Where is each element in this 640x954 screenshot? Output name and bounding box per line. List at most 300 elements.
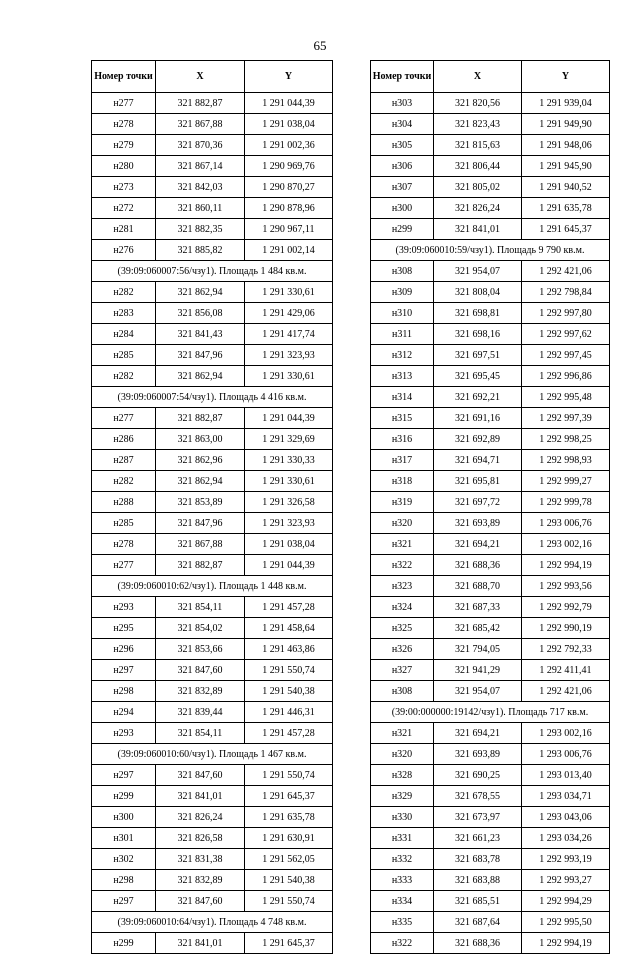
y-coordinate-cell: 1 291 330,61 — [245, 282, 333, 303]
point-number-cell: н326 — [371, 639, 434, 660]
y-coordinate-cell: 1 293 006,76 — [522, 513, 610, 534]
table-row — [92, 303, 333, 324]
point-number-cell: н304 — [371, 114, 434, 135]
y-coordinate-cell: 1 291 002,36 — [245, 135, 333, 156]
table-row — [371, 828, 610, 849]
table-row — [92, 366, 333, 387]
point-number-cell: н318 — [371, 471, 434, 492]
y-coordinate-cell: 1 291 044,39 — [245, 93, 333, 114]
parcel-caption-row — [92, 387, 333, 408]
x-coordinate-cell: 321 854,11 — [156, 723, 245, 744]
x-coordinate-cell: 321 815,63 — [434, 135, 522, 156]
y-coordinate-cell: 1 292 995,48 — [522, 387, 610, 408]
table-row — [92, 555, 333, 576]
x-coordinate-cell: 321 882,87 — [156, 408, 245, 429]
x-coordinate-cell: 321 694,21 — [434, 723, 522, 744]
point-number-cell: н328 — [371, 765, 434, 786]
point-number-cell: н301 — [92, 828, 156, 849]
table-row — [371, 114, 610, 135]
point-number-cell: н305 — [371, 135, 434, 156]
y-coordinate-cell: 1 292 411,41 — [522, 660, 610, 681]
header-y: Y — [522, 61, 610, 93]
y-coordinate-cell: 1 291 635,78 — [245, 807, 333, 828]
x-coordinate-cell: 321 882,87 — [156, 93, 245, 114]
x-coordinate-cell: 321 854,02 — [156, 618, 245, 639]
y-coordinate-cell: 1 292 994,19 — [522, 933, 610, 954]
point-number-cell: н307 — [371, 177, 434, 198]
point-number-cell: н285 — [92, 345, 156, 366]
x-coordinate-cell: 321 831,38 — [156, 849, 245, 870]
point-number-cell: н295 — [92, 618, 156, 639]
x-coordinate-cell: 321 842,03 — [156, 177, 245, 198]
x-coordinate-cell: 321 867,88 — [156, 534, 245, 555]
y-coordinate-cell: 1 292 997,39 — [522, 408, 610, 429]
y-coordinate-cell: 1 292 997,80 — [522, 303, 610, 324]
point-number-cell: н327 — [371, 660, 434, 681]
x-coordinate-cell: 321 808,04 — [434, 282, 522, 303]
table-row — [371, 618, 610, 639]
x-coordinate-cell: 321 853,66 — [156, 639, 245, 660]
point-number-cell: н334 — [371, 891, 434, 912]
table-row — [371, 891, 610, 912]
table-row — [371, 849, 610, 870]
point-number-cell: н312 — [371, 345, 434, 366]
table-row — [371, 471, 610, 492]
table-row — [92, 933, 333, 954]
x-coordinate-cell: 321 867,14 — [156, 156, 245, 177]
point-number-cell: н308 — [371, 681, 434, 702]
y-coordinate-cell: 1 291 550,74 — [245, 660, 333, 681]
table-row — [92, 660, 333, 681]
parcel-caption-row — [371, 702, 610, 723]
parcel-caption: (39:00:000000:19142/чзу1). Площадь 717 кв.м. — [371, 702, 610, 723]
coordinates-table-right — [370, 60, 610, 954]
table-row — [371, 345, 610, 366]
y-coordinate-cell: 1 293 043,06 — [522, 807, 610, 828]
y-coordinate-cell: 1 292 421,06 — [522, 261, 610, 282]
parcel-caption-row — [92, 576, 333, 597]
x-coordinate-cell: 321 806,44 — [434, 156, 522, 177]
x-coordinate-cell: 321 691,16 — [434, 408, 522, 429]
table-row — [371, 597, 610, 618]
y-coordinate-cell: 1 290 878,96 — [245, 198, 333, 219]
table-row — [371, 429, 610, 450]
table-row — [92, 324, 333, 345]
point-number-cell: н272 — [92, 198, 156, 219]
table-row — [92, 408, 333, 429]
y-coordinate-cell: 1 291 038,04 — [245, 114, 333, 135]
point-number-cell: н297 — [92, 891, 156, 912]
table-row — [92, 219, 333, 240]
y-coordinate-cell: 1 291 645,37 — [522, 219, 610, 240]
table-row — [92, 513, 333, 534]
table-row — [92, 198, 333, 219]
table-row — [92, 450, 333, 471]
y-coordinate-cell: 1 293 034,71 — [522, 786, 610, 807]
table-row — [92, 471, 333, 492]
x-coordinate-cell: 321 688,36 — [434, 555, 522, 576]
table-row — [92, 807, 333, 828]
x-coordinate-cell: 321 694,71 — [434, 450, 522, 471]
x-coordinate-cell: 321 688,70 — [434, 576, 522, 597]
table-row — [371, 513, 610, 534]
x-coordinate-cell: 321 694,21 — [434, 534, 522, 555]
y-coordinate-cell: 1 292 792,33 — [522, 639, 610, 660]
point-number-cell: н325 — [371, 618, 434, 639]
x-coordinate-cell: 321 685,51 — [434, 891, 522, 912]
point-number-cell: н308 — [371, 261, 434, 282]
y-coordinate-cell: 1 291 630,91 — [245, 828, 333, 849]
point-number-cell: н277 — [92, 555, 156, 576]
parcel-caption: (39:09:060010:64/чзу1). Площадь 4 748 кв.м. — [92, 912, 333, 933]
x-coordinate-cell: 321 854,11 — [156, 597, 245, 618]
table-row — [371, 324, 610, 345]
point-number-cell: н288 — [92, 492, 156, 513]
y-coordinate-cell: 1 293 002,16 — [522, 723, 610, 744]
point-number-cell: н324 — [371, 597, 434, 618]
table-row — [371, 135, 610, 156]
table-row — [92, 597, 333, 618]
point-number-cell: н287 — [92, 450, 156, 471]
y-coordinate-cell: 1 291 429,06 — [245, 303, 333, 324]
x-coordinate-cell: 321 847,60 — [156, 660, 245, 681]
table-row — [371, 744, 610, 765]
y-coordinate-cell: 1 292 994,19 — [522, 555, 610, 576]
parcel-caption: (39:09:060010:59/чзу1). Площадь 9 790 кв.м. — [371, 240, 610, 261]
point-number-cell: н314 — [371, 387, 434, 408]
table-row — [92, 723, 333, 744]
table-row — [371, 93, 610, 114]
point-number-cell: н273 — [92, 177, 156, 198]
table-row — [371, 387, 610, 408]
y-coordinate-cell: 1 291 635,78 — [522, 198, 610, 219]
table-row — [92, 870, 333, 891]
x-coordinate-cell: 321 841,01 — [434, 219, 522, 240]
table-row — [92, 93, 333, 114]
x-coordinate-cell: 321 690,25 — [434, 765, 522, 786]
point-number-cell: н316 — [371, 429, 434, 450]
y-coordinate-cell: 1 290 969,76 — [245, 156, 333, 177]
y-coordinate-cell: 1 291 645,37 — [245, 933, 333, 954]
table-row — [371, 681, 610, 702]
y-coordinate-cell: 1 291 550,74 — [245, 765, 333, 786]
point-number-cell: н282 — [92, 282, 156, 303]
point-number-cell: н330 — [371, 807, 434, 828]
y-coordinate-cell: 1 291 948,06 — [522, 135, 610, 156]
table-row — [371, 576, 610, 597]
point-number-cell: н302 — [92, 849, 156, 870]
y-coordinate-cell: 1 291 939,04 — [522, 93, 610, 114]
point-number-cell: н283 — [92, 303, 156, 324]
table-row — [92, 828, 333, 849]
table-row — [371, 786, 610, 807]
y-coordinate-cell: 1 291 326,58 — [245, 492, 333, 513]
table-row — [92, 891, 333, 912]
point-number-cell: н279 — [92, 135, 156, 156]
point-number-cell: н323 — [371, 576, 434, 597]
table-row — [371, 807, 610, 828]
point-number-cell: н277 — [92, 93, 156, 114]
x-coordinate-cell: 321 697,51 — [434, 345, 522, 366]
x-coordinate-cell: 321 695,45 — [434, 366, 522, 387]
y-coordinate-cell: 1 291 457,28 — [245, 597, 333, 618]
point-number-cell: н293 — [92, 597, 156, 618]
point-number-cell: н277 — [92, 408, 156, 429]
y-coordinate-cell: 1 291 540,38 — [245, 681, 333, 702]
x-coordinate-cell: 321 954,07 — [434, 261, 522, 282]
table-row — [371, 555, 610, 576]
x-coordinate-cell: 321 692,21 — [434, 387, 522, 408]
point-number-cell: н300 — [371, 198, 434, 219]
y-coordinate-cell: 1 292 998,25 — [522, 429, 610, 450]
y-coordinate-cell: 1 291 457,28 — [245, 723, 333, 744]
table-row — [92, 702, 333, 723]
point-number-cell: н276 — [92, 240, 156, 261]
x-coordinate-cell: 321 841,01 — [156, 786, 245, 807]
x-coordinate-cell: 321 841,43 — [156, 324, 245, 345]
x-coordinate-cell: 321 885,82 — [156, 240, 245, 261]
y-coordinate-cell: 1 291 329,69 — [245, 429, 333, 450]
point-number-cell: н317 — [371, 450, 434, 471]
point-number-cell: н329 — [371, 786, 434, 807]
x-coordinate-cell: 321 698,81 — [434, 303, 522, 324]
x-coordinate-cell: 321 683,88 — [434, 870, 522, 891]
point-number-cell: н296 — [92, 639, 156, 660]
y-coordinate-cell: 1 291 330,61 — [245, 471, 333, 492]
y-coordinate-cell: 1 291 458,64 — [245, 618, 333, 639]
table-row — [92, 765, 333, 786]
table-row — [371, 282, 610, 303]
y-coordinate-cell: 1 291 038,04 — [245, 534, 333, 555]
parcel-caption: (39:09:060007:56/чзу1). Площадь 1 484 кв.м. — [92, 261, 333, 282]
y-coordinate-cell: 1 291 463,86 — [245, 639, 333, 660]
parcel-caption-row — [371, 240, 610, 261]
point-number-cell: н299 — [92, 786, 156, 807]
table-row — [371, 219, 610, 240]
point-number-cell: н294 — [92, 702, 156, 723]
x-coordinate-cell: 321 687,33 — [434, 597, 522, 618]
y-coordinate-cell: 1 291 562,05 — [245, 849, 333, 870]
point-number-cell: н331 — [371, 828, 434, 849]
y-coordinate-cell: 1 292 993,19 — [522, 849, 610, 870]
x-coordinate-cell: 321 826,24 — [434, 198, 522, 219]
table-row — [92, 240, 333, 261]
point-number-cell: н315 — [371, 408, 434, 429]
y-coordinate-cell: 1 293 002,16 — [522, 534, 610, 555]
x-coordinate-cell: 321 693,89 — [434, 513, 522, 534]
y-coordinate-cell: 1 291 044,39 — [245, 408, 333, 429]
x-coordinate-cell: 321 685,42 — [434, 618, 522, 639]
table-row — [371, 765, 610, 786]
x-coordinate-cell: 321 687,64 — [434, 912, 522, 933]
x-coordinate-cell: 321 661,23 — [434, 828, 522, 849]
x-coordinate-cell: 321 826,24 — [156, 807, 245, 828]
table-row — [371, 912, 610, 933]
table-row — [371, 156, 610, 177]
y-coordinate-cell: 1 291 323,93 — [245, 513, 333, 534]
x-coordinate-cell: 321 882,35 — [156, 219, 245, 240]
y-coordinate-cell: 1 291 550,74 — [245, 891, 333, 912]
point-number-cell: н335 — [371, 912, 434, 933]
x-coordinate-cell: 321 870,36 — [156, 135, 245, 156]
point-number-cell: н321 — [371, 723, 434, 744]
x-coordinate-cell: 321 841,01 — [156, 933, 245, 954]
table-row — [371, 366, 610, 387]
point-number-cell: н281 — [92, 219, 156, 240]
table-row — [371, 660, 610, 681]
x-coordinate-cell: 321 693,89 — [434, 744, 522, 765]
x-coordinate-cell: 321 678,55 — [434, 786, 522, 807]
point-number-cell: н333 — [371, 870, 434, 891]
x-coordinate-cell: 321 805,02 — [434, 177, 522, 198]
point-number-cell: н322 — [371, 555, 434, 576]
table-row — [371, 723, 610, 744]
x-coordinate-cell: 321 794,05 — [434, 639, 522, 660]
y-coordinate-cell: 1 290 967,11 — [245, 219, 333, 240]
x-coordinate-cell: 321 695,81 — [434, 471, 522, 492]
y-coordinate-cell: 1 290 870,27 — [245, 177, 333, 198]
parcel-caption-row — [92, 912, 333, 933]
point-number-cell: н284 — [92, 324, 156, 345]
parcel-caption: (39:09:060007:54/чзу1). Площадь 4 416 кв.м. — [92, 387, 333, 408]
y-coordinate-cell: 1 292 994,29 — [522, 891, 610, 912]
x-coordinate-cell: 321 941,29 — [434, 660, 522, 681]
y-coordinate-cell: 1 291 645,37 — [245, 786, 333, 807]
point-number-cell: н321 — [371, 534, 434, 555]
y-coordinate-cell: 1 292 996,86 — [522, 366, 610, 387]
point-number-cell: н278 — [92, 114, 156, 135]
point-number-cell: н278 — [92, 534, 156, 555]
y-coordinate-cell: 1 291 540,38 — [245, 870, 333, 891]
point-number-cell: н303 — [371, 93, 434, 114]
point-number-cell: н282 — [92, 366, 156, 387]
table-row — [92, 156, 333, 177]
y-coordinate-cell: 1 291 330,33 — [245, 450, 333, 471]
x-coordinate-cell: 321 698,16 — [434, 324, 522, 345]
x-coordinate-cell: 321 954,07 — [434, 681, 522, 702]
x-coordinate-cell: 321 826,58 — [156, 828, 245, 849]
point-number-cell: н298 — [92, 681, 156, 702]
table-row — [92, 114, 333, 135]
x-coordinate-cell: 321 862,94 — [156, 471, 245, 492]
point-number-cell: н298 — [92, 870, 156, 891]
x-coordinate-cell: 321 847,96 — [156, 513, 245, 534]
page-number: 65 — [313, 38, 327, 53]
table-row — [92, 345, 333, 366]
x-coordinate-cell: 321 847,96 — [156, 345, 245, 366]
table-row — [92, 639, 333, 660]
table-row — [371, 534, 610, 555]
table-row — [92, 492, 333, 513]
point-number-cell: н332 — [371, 849, 434, 870]
x-coordinate-cell: 321 832,89 — [156, 870, 245, 891]
y-coordinate-cell: 1 291 002,14 — [245, 240, 333, 261]
table-row — [371, 450, 610, 471]
y-coordinate-cell: 1 292 990,19 — [522, 618, 610, 639]
point-number-cell: н310 — [371, 303, 434, 324]
x-coordinate-cell: 321 882,87 — [156, 555, 245, 576]
table-row — [371, 639, 610, 660]
table-row — [371, 870, 610, 891]
x-coordinate-cell: 321 863,00 — [156, 429, 245, 450]
point-number-cell: н293 — [92, 723, 156, 744]
y-coordinate-cell: 1 292 993,56 — [522, 576, 610, 597]
x-coordinate-cell: 321 862,94 — [156, 366, 245, 387]
table-row — [92, 681, 333, 702]
table-row — [92, 849, 333, 870]
table-header-row — [371, 61, 610, 93]
x-coordinate-cell: 321 847,60 — [156, 891, 245, 912]
table-row — [371, 492, 610, 513]
parcel-caption-row — [92, 744, 333, 765]
y-coordinate-cell: 1 291 044,39 — [245, 555, 333, 576]
point-number-cell: н311 — [371, 324, 434, 345]
point-number-cell: н322 — [371, 933, 434, 954]
point-number-cell: н300 — [92, 807, 156, 828]
point-number-cell: н297 — [92, 765, 156, 786]
table-row — [92, 429, 333, 450]
y-coordinate-cell: 1 291 446,31 — [245, 702, 333, 723]
x-coordinate-cell: 321 847,60 — [156, 765, 245, 786]
point-number-cell: н313 — [371, 366, 434, 387]
table-row — [92, 534, 333, 555]
point-number-cell: н280 — [92, 156, 156, 177]
parcel-caption-row — [92, 261, 333, 282]
point-number-cell: н286 — [92, 429, 156, 450]
table-row — [371, 303, 610, 324]
x-coordinate-cell: 321 820,56 — [434, 93, 522, 114]
table-header-row — [92, 61, 333, 93]
table-row — [371, 198, 610, 219]
y-coordinate-cell: 1 291 940,52 — [522, 177, 610, 198]
table-row — [92, 135, 333, 156]
table-row — [371, 261, 610, 282]
y-coordinate-cell: 1 293 006,76 — [522, 744, 610, 765]
y-coordinate-cell: 1 292 998,93 — [522, 450, 610, 471]
y-coordinate-cell: 1 292 995,50 — [522, 912, 610, 933]
y-coordinate-cell: 1 292 997,62 — [522, 324, 610, 345]
point-number-cell: н282 — [92, 471, 156, 492]
header-y: Y — [245, 61, 333, 93]
table-row — [92, 282, 333, 303]
x-coordinate-cell: 321 692,89 — [434, 429, 522, 450]
y-coordinate-cell: 1 292 993,27 — [522, 870, 610, 891]
point-number-cell: н320 — [371, 744, 434, 765]
x-coordinate-cell: 321 683,78 — [434, 849, 522, 870]
header-x: X — [434, 61, 522, 93]
x-coordinate-cell: 321 862,94 — [156, 282, 245, 303]
header-point-number: Номер точки — [92, 61, 156, 93]
y-coordinate-cell: 1 292 999,78 — [522, 492, 610, 513]
y-coordinate-cell: 1 291 330,61 — [245, 366, 333, 387]
table-row — [371, 177, 610, 198]
y-coordinate-cell: 1 293 013,40 — [522, 765, 610, 786]
y-coordinate-cell: 1 292 999,27 — [522, 471, 610, 492]
parcel-caption: (39:09:060010:60/чзу1). Площадь 1 467 кв.м. — [92, 744, 333, 765]
point-number-cell: н306 — [371, 156, 434, 177]
table-row — [371, 933, 610, 954]
header-point-number: Номер точки — [371, 61, 434, 93]
coordinates-table-left — [91, 60, 333, 954]
point-number-cell: н320 — [371, 513, 434, 534]
x-coordinate-cell: 321 856,08 — [156, 303, 245, 324]
x-coordinate-cell: 321 860,11 — [156, 198, 245, 219]
x-coordinate-cell: 321 862,96 — [156, 450, 245, 471]
table-row — [371, 408, 610, 429]
point-number-cell: н309 — [371, 282, 434, 303]
table-row — [92, 177, 333, 198]
x-coordinate-cell: 321 673,97 — [434, 807, 522, 828]
